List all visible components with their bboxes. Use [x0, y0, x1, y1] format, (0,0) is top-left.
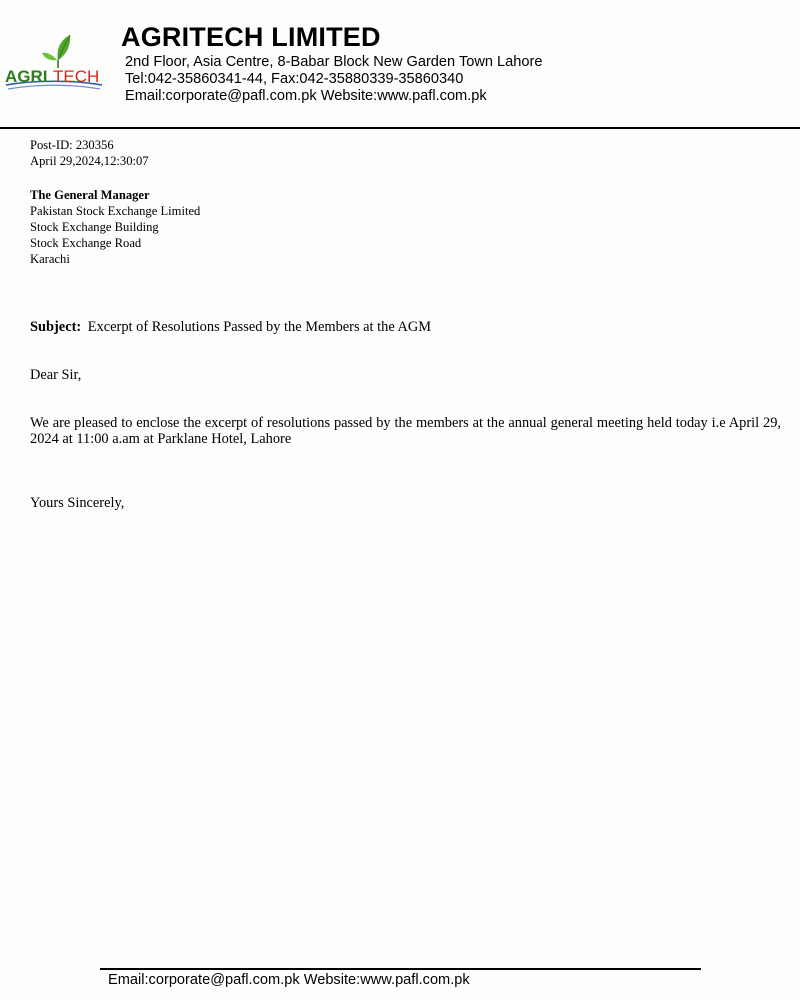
company-logo	[4, 30, 104, 94]
logo-text-agri: AGRI	[5, 67, 48, 86]
subject-label: Subject:	[30, 319, 82, 335]
company-name: AGRITECH LIMITED	[121, 22, 381, 52]
leaf-icon	[4, 30, 104, 94]
salutation: Dear Sir,	[30, 367, 82, 383]
letter-datetime: April 29,2024,12:30:07	[30, 154, 149, 168]
logo-text-tech: TECH	[53, 67, 100, 86]
footer-divider	[100, 968, 701, 970]
footer-email-website: Email:corporate@pafl.com.pk Website:www.pafl.com.pk	[108, 972, 470, 988]
header-divider	[0, 127, 800, 129]
subject-line	[30, 319, 431, 336]
body-paragraph: We are pleased to enclose the excerpt of resolutions passed by the members at the annual general meeting held today i.e April 29, 2024 at 11:00 a.am at Parklane Hotel, Lahore	[30, 415, 781, 447]
closing: Yours Sincerely,	[30, 495, 125, 511]
recipient-line: Stock Exchange Building	[30, 220, 159, 234]
company-email-website: Email:corporate@pafl.com.pk Website:www.pafl.com.pk	[125, 88, 487, 104]
post-id: Post-ID: 230356	[30, 138, 114, 152]
recipient-line: Karachi	[30, 252, 70, 266]
recipient-title: The General Manager	[30, 188, 150, 202]
company-tel-fax: Tel:042-35860341-44, Fax:042-35880339-35860340	[125, 71, 464, 87]
subject-text: Excerpt of Resolutions Passed by the Members at the AGM	[87, 319, 432, 335]
recipient-line: Stock Exchange Road	[30, 236, 142, 250]
company-address: 2nd Floor, Asia Centre, 8-Babar Block New Garden Town Lahore	[125, 54, 543, 70]
recipient-line: Pakistan Stock Exchange Limited	[30, 204, 201, 218]
